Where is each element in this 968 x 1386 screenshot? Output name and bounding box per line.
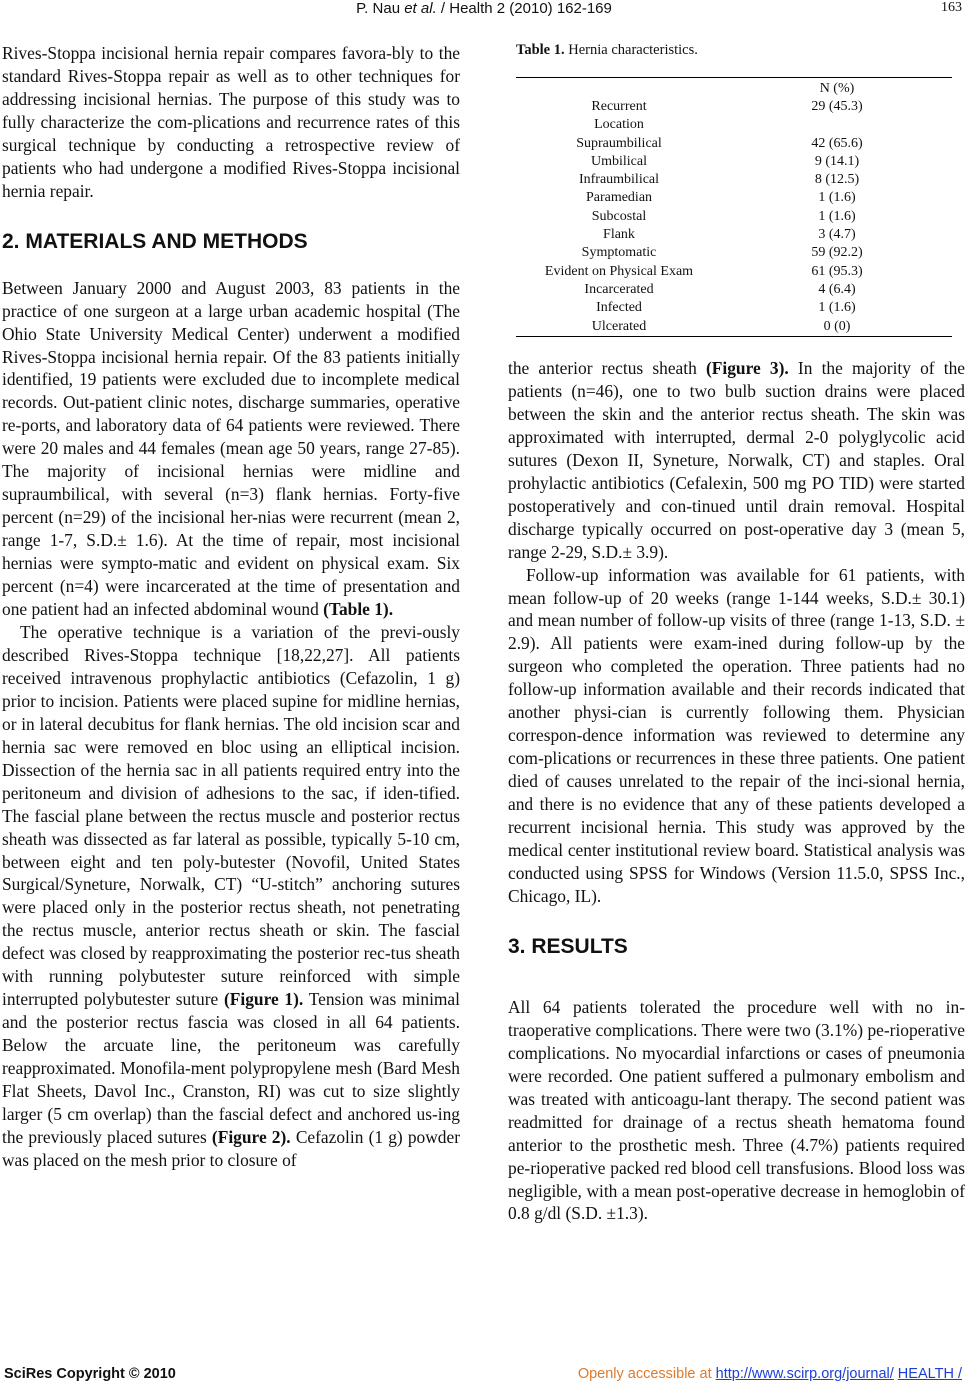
page-number: 163 [941,0,962,15]
open-access-text: Openly accessible at [577,1366,712,1382]
row-label: Location [594,117,644,133]
row-label: Flank [603,227,635,243]
table-header-row [516,78,952,99]
row-value [722,116,952,134]
row-value: 3 (4.7) [818,227,856,243]
table-row [516,116,952,134]
row-label: Umbilical [591,153,647,169]
figure-3-reference[interactable]: (Figure 3). [705,358,789,378]
continuation-text-b: In the majority of the patients (n=46), one to two bulb suction drains were placed between the skin and the anterior rectus sheath. The skin was approximated with interrupted, dermal 2-0 polyglycolic acid sutures (Dexon II, Syneture, Norwalk, CT) and staples. Oral prohylactic antibiotics (Cefalexin, 500 mg PO TID) were started postoperatively and con-tinued until drain removal. Hospital discharge typically occurred on post-operative day 3 (mean 5, range 2-29, S.D.± 3.9). [508,358,965,562]
methods-paragraph-2 [2,621,460,1172]
table-row [516,226,952,244]
row-value: 29 (45.3) [811,99,863,114]
journal-url-link[interactable]: http://www.scirp.org/journal/ [715,1366,894,1382]
row-label: Paramedian [585,190,653,206]
methods-p2-text-b: Tension was minimal and the posterior rectus fascia was closed in all 64 patients. Below the arcuate line, the peritoneum was carefully reapproximated. Monofila-ment polypropylene mesh (Bard Mesh Flat Sheets, Davol Inc., Cranston, RI) was cut to size slightly larger (5 cm overlap) than the fascial defect and anchored us-ing the previously placed sutures [2,989,460,1147]
continuation-text-a: the anterior rectus sheath [508,358,697,378]
table-1-reference[interactable]: (Table 1). [323,599,394,620]
row-value: 42 (65.6) [811,135,863,151]
section-3-heading: 3. RESULTS [508,934,628,958]
table-1 [516,42,952,337]
table-row [516,189,952,207]
page-footer [0,1366,968,1386]
methods-p2-text-c: Cefazolin (1 g) powder was placed on the mesh prior to closure of [2,1126,460,1170]
table-row [516,299,952,317]
table-caption-text: Hernia characteristics. [568,42,698,58]
continuation-paragraph [508,357,965,564]
row-label: Incarcerated [584,281,654,297]
methods-p1-text: Between January 2000 and August 2003, 83 patients in the practice of one surgeon at a large urban academic hospital (The Ohio State University Medical Center) underwent a modified Rives-Stoppa incisional hernia repair. Of the 83 patients initially identified, 19 patients were excluded due to incomplete medical records. Out-patient clinic notes, discharge summaries, operative re-ports, and laboratory data of 64 patients were reviewed. There were 20 males and 44 females (mean age 50 years, range 27-85). The majority of incisional hernias were midline and supraumbilical, with several (n=3) flank hernias. Forty-five percent (n=29) of the incisional her-nias were recurrent (mean 2, range 1-7, S.D.± 1.6). At the time of repair, most incisional hernias were sympto-matic and evident on physical exam. Six percent (n=4) were incarcerated at the time of presentation and one patient had an infected abdominal wound [2,277,460,620]
table-row [516,318,952,337]
row-label: Ulcerated [516,318,722,337]
row-value: 1 (1.6) [818,300,856,316]
figure-1-reference[interactable]: (Figure 1). [223,989,304,1010]
open-access-line [578,1366,962,1382]
row-label: Supraumbilical [576,135,662,151]
table-row [516,135,952,153]
header-et-al: et al. [404,0,437,17]
table-row [516,153,952,171]
results-paragraph: All 64 patients tolerated the procedure well with no in-traoperative complications. There were two (3.1%) pe-rioperative complications. No myocardial infarctions or cases of pneumonia were recorded. One patient suffered a pulmonary embolism and was treated with anticoagu-lant therapy. The second patient was readmitted for drainage of a rectus sheath hematoma found anterior to the prosthetic mesh. Three (4.7%) patients required pe-rioperative packed red blood cell transfusions. Blood loss was negligible, with a mean post-operative decrease in hemoglobin of 0.8 g/dl (S.D. ±1.3). [508,996,965,1224]
table-row [516,244,952,262]
row-label: Infected [596,300,642,316]
row-value: 8 (12.5) [814,172,860,188]
table-caption [516,42,952,59]
table-row [516,208,952,226]
left-column [2,42,460,1172]
row-label: Evident on Physical Exam [544,263,694,279]
row-label: Symptomatic [581,245,657,261]
table-caption-label: Table 1. [516,42,565,58]
table-header-label [516,78,722,99]
running-header [0,0,968,22]
hernia-characteristics-table [516,77,952,337]
right-column [508,357,965,1225]
row-value: 1 (1.6) [818,208,856,224]
header-authors: P. Nau [356,0,401,17]
methods-paragraph-1 [2,277,460,621]
row-value: 1 (1.6) [818,190,856,206]
table-row [516,281,952,299]
table-row [516,263,952,281]
table-row [516,98,952,116]
row-value: 61 (95.3) [811,263,863,279]
methods-p2-text-a: The operative technique is a variation of the previ-ously described Rives-Stoppa technique [18,22,27]. All patients received intravenous prophylactic antibiotics (Cefazolin, 1 g) prior to incision. Patients were placed supine for midline hernias, or in lateral decubitus for flank hernias. The old incision scar and hernia sac were removed en bloc using an elliptical incision. Dissection of the hernia sac in all patients required entry into the peritoneum and division of adhesions to the sac, if iden-tified. The fascial plane between the rectus muscle and posterior rectus sheath was dissected as far lateral as possible, typically 5-10 cm, between eight and ten poly-butester (Novofil, United States Surgical/Syneture, Norwalk, CT) “U-stitch” anchoring sutures were placed only in the posterior rectus sheath, not penetrating the rectus muscle, anterior rectus sheath or skin. The fascial defect was closed by reapproximating the posterior rec-tus sheath with running polybutester suture reinforced with simple interrupted polybutester suture [2,621,460,1010]
table-row [516,171,952,189]
header-citation [0,0,968,17]
row-value: 9 (14.1) [814,153,860,169]
header-journal-citation: / Health 2 (2010) 162-169 [440,0,612,17]
row-value: 0 (0) [722,318,952,337]
copyright-notice: SciRes Copyright © 2010 [4,1366,176,1382]
row-label: Recurrent [591,99,647,114]
row-label: Infraumbilical [578,172,660,188]
row-label: Subcostal [591,208,647,224]
section-2-heading: 2. MATERIALS AND METHODS [2,229,308,253]
row-value: 4 (6.4) [818,281,856,297]
figure-2-reference[interactable]: (Figure 2). [211,1126,291,1147]
table-header-n-percent: N (%) [722,78,952,99]
followup-paragraph: Follow-up information was available for 61 patients, with mean follow-up of 20 weeks (range 1-144 weeks, S.D.± 30.1) and mean number of follow-up visits of three (range 1-13, S.D. ± 2.9). All patients were exam-ined during follow-up by the surgeon who completed the operation. Three patients had no follow-up information available and their records indicated that another physi-cian is currently following them. Physician correspon-dence information was reviewed to determine any com-plications or recurrences in these three patients. One patient died of causes unrelated to the repair of the inci-sional hernia, and there is no evidence that any of these patients developed a recurrent incisional hernia. This study was approved by the medical center institutional review board. Statistical analysis was conducted using SPSS for Windows (Version 11.5.0, SPSS Inc., Chicago, IL). [508,564,965,906]
row-value: 59 (92.2) [811,245,863,261]
journal-name-link[interactable]: HEALTH / [897,1366,962,1382]
intro-paragraph: Rives-Stoppa incisional hernia repair compares favora-bly to the standard Rives-Stoppa repair as well as to other techniques for addressing incisional hernias. The purpose of this study was to fully characterize the com-plications and recurrence rates of this surgical technique by conducting a retrospective review of patients who had undergone a modified Rives-Stoppa incisional hernia repair. [2,43,460,201]
